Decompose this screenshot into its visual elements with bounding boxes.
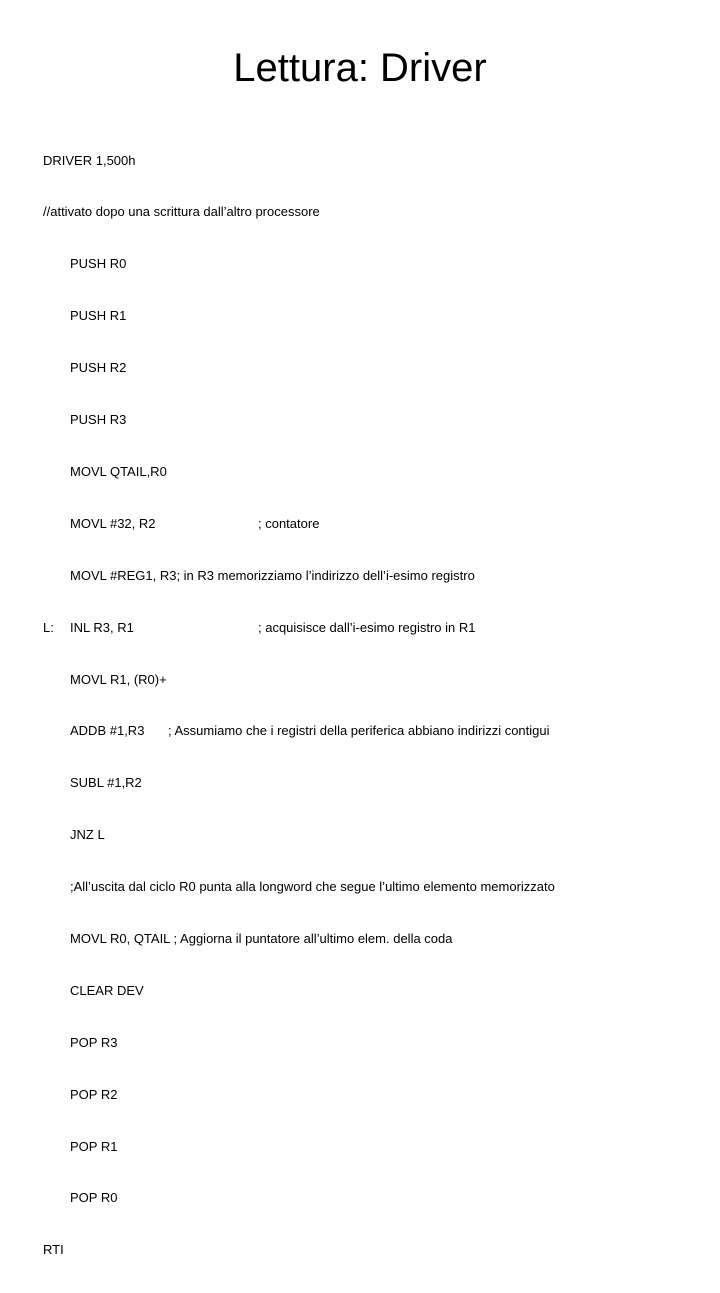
- slide-title: Lettura: Driver: [233, 46, 487, 90]
- code-line: [43, 1086, 118, 1103]
- code-line: [43, 722, 550, 739]
- code-instruction: RTI: [43, 1242, 64, 1258]
- code-instruction: PUSH R1: [70, 308, 127, 324]
- code-line: [43, 411, 127, 428]
- code-line: [43, 463, 167, 480]
- code-instruction: POP R3: [70, 1034, 118, 1050]
- code-instruction: PUSH R0: [70, 256, 127, 272]
- code-instruction: ADDB #1,R3: [70, 723, 145, 739]
- code-comment: ; contatore: [258, 515, 320, 531]
- code-instruction: JNZ L: [70, 827, 105, 843]
- code-instruction: INL R3, R1: [70, 619, 134, 635]
- code-instruction: MOVL QTAIL,R0: [70, 463, 167, 479]
- code-line: [43, 826, 105, 843]
- code-instruction: SUBL #1,R2: [70, 775, 142, 791]
- code-instruction: POP R1: [70, 1138, 118, 1154]
- code-instruction: POP R0: [70, 1190, 118, 1206]
- code-label: L:: [43, 619, 54, 635]
- code-line: [43, 255, 127, 272]
- code-instruction: PUSH R3: [70, 412, 127, 428]
- code-line: [43, 930, 453, 947]
- code-instruction: MOVL #REG1, R3; in R3 memorizziamo l’indirizzo dell’i-esimo registro: [70, 567, 475, 583]
- code-instruction: POP R2: [70, 1086, 118, 1102]
- code-line: [43, 982, 144, 999]
- code-line: [43, 878, 555, 895]
- code-line: [43, 1189, 118, 1206]
- code-line: [43, 567, 475, 584]
- code-line: [43, 1034, 118, 1051]
- code-line: [43, 152, 136, 169]
- code-listing: [43, 117, 555, 1293]
- code-instruction: PUSH R2: [70, 360, 127, 376]
- code-line: [43, 1241, 65, 1258]
- code-instruction: DRIVER 1,500h: [43, 152, 136, 168]
- code-instruction: MOVL R1, (R0)+: [70, 671, 167, 687]
- code-comment-line: //attivato dopo una scrittura dall’altro processore: [43, 204, 320, 220]
- code-line: [43, 307, 127, 324]
- code-instruction: MOVL #32, R2: [70, 515, 156, 531]
- code-line: [43, 671, 167, 688]
- code-line: [43, 619, 476, 636]
- code-comment: ; Assumiamo che i registri della periferica abbiano indirizzi contigui: [168, 723, 550, 739]
- code-comment: ; acquisisce dall’i-esimo registro in R1: [258, 619, 476, 635]
- code-line: [43, 774, 142, 791]
- code-comment-line: ;All’uscita dal ciclo R0 punta alla longword che segue l’ultimo elemento memorizzato: [70, 879, 555, 895]
- code-line: [43, 203, 320, 220]
- code-instruction: CLEAR DEV: [70, 982, 144, 998]
- code-instruction: MOVL R0, QTAIL ; Aggiorna il puntatore all’ultimo elem. della coda: [70, 930, 453, 946]
- code-line: [43, 515, 320, 532]
- code-line: [43, 359, 127, 376]
- code-line: [43, 1138, 118, 1155]
